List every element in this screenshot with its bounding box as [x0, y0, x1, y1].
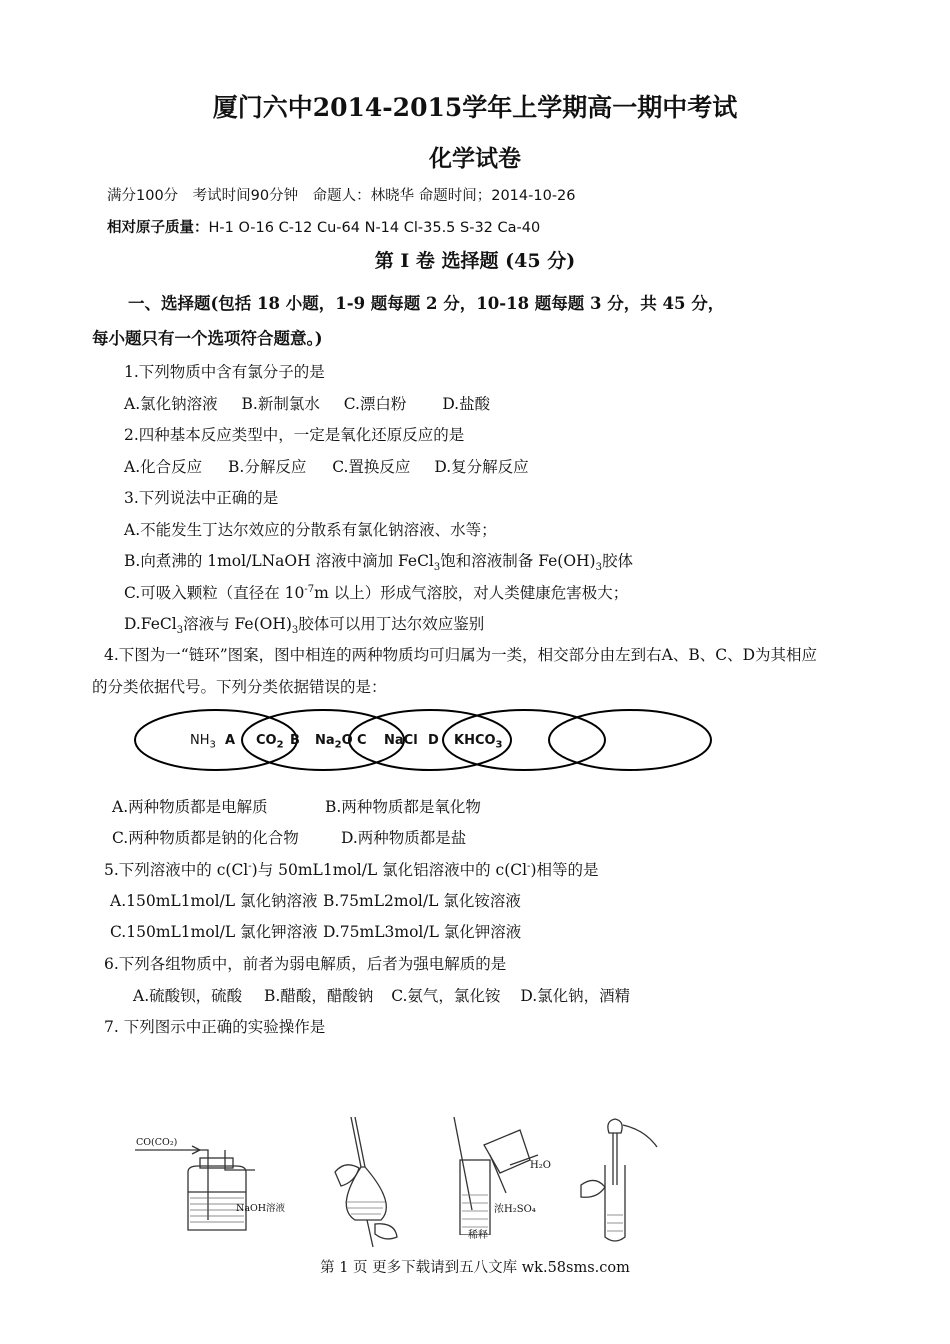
page-footer: 第 1 页 更多下载请到五八文库 wk.58sms.com: [320, 1260, 630, 1276]
q6-option-c: C.氨气，氯化铵: [391, 987, 501, 1005]
dropper-testtube-figure: [575, 1115, 670, 1245]
q2-option-b: B.分解反应: [228, 458, 307, 476]
q5-option-b: B.75mL2mol/L 氯化铵溶液: [323, 892, 521, 910]
ring-text: O: [341, 733, 353, 748]
separatory-funnel-figure: [325, 1112, 415, 1252]
q2-option-c: C.置换反应: [332, 458, 411, 476]
q2-option-a: A.化合反应: [124, 458, 203, 476]
question-1-stem: 1.下列物质中含有氯分子的是: [124, 363, 325, 381]
q1-option-d: D.盐酸: [442, 395, 491, 413]
q5-option-a: A.150mL1mol/L 氯化钠溶液: [110, 892, 318, 910]
q3-option-d-text2: 溶液与 Fe(OH): [183, 615, 292, 633]
section-instruction-1: 一、选择题(包括 18 小题，1-9 题每题 2 分，10-18 题每题 3 分，共 45 分，: [128, 294, 725, 313]
ring-sub: 3: [209, 739, 216, 751]
q6-option-a: A.硫酸钡，硫酸: [133, 987, 243, 1005]
q3-option-c: [124, 581, 628, 603]
question-6-stem: 6.下列各组物质中，前者为弱电解质，后者为强电解质的是: [104, 955, 507, 973]
q4-option-d: D.两种物质都是盐: [341, 829, 467, 847]
q5-option-d: D.75mL3mol/L 氯化钾溶液: [323, 923, 522, 941]
q3-option-c-text1: C.可吸入颗粒（直径在 10: [124, 584, 305, 602]
q4-option-c: C.两种物质都是钠的化合物: [112, 829, 299, 847]
q3-option-d: [124, 612, 484, 636]
ring-label-b: B: [290, 733, 300, 748]
q1-option-c: C.漂白粉: [343, 395, 407, 413]
ring-label-d: D: [428, 733, 439, 748]
fig3-acid-label: 浓H₂SO₄: [494, 1204, 536, 1215]
ring-5: [549, 710, 711, 770]
exam-subtitle: 化学试卷: [429, 145, 521, 172]
q3-option-d-text3: 胶体可以用丁达尔效应鉴别: [298, 615, 485, 633]
q3-option-b-text1: B.向煮沸的 1mol/LNaOH 溶液中滴加 FeCl: [124, 552, 434, 570]
atomic-mass-line: [107, 216, 540, 237]
ring-label-khco3: [454, 733, 503, 751]
question-2-options: [124, 455, 529, 477]
question-6-options: [133, 984, 630, 1006]
ring-sub: 3: [495, 739, 503, 751]
fig1-solution-label: NaOH溶液: [236, 1203, 286, 1214]
section-instruction-2: 每小题只有一个选项符合题意。): [92, 329, 323, 348]
atomic-mass-label: 相对原子质量：: [107, 220, 209, 236]
q4-option-b: B.两种物质都是氧化物: [325, 798, 481, 816]
ring-text: NH: [190, 733, 210, 748]
question-4-stem-1: 4.下图为一“链环”图案，图中相连的两种物质均可归属为一类，相交部分由左到右A、B、C、D为其相应: [104, 646, 818, 664]
q3-sub: 3: [595, 562, 602, 574]
q5-option-c: C.150mL1mol/L 氯化钾溶液: [110, 923, 318, 941]
exam-title: 厦门六中2014-2015学年上学期高一期中考试: [212, 93, 738, 122]
q3-option-c-text2: m 以上）形成气溶胶，对人类健康危害极大；: [314, 584, 629, 602]
ring-label-nh3: [190, 733, 216, 751]
q5-stem-text1: 5.下列溶液中的 c(Cl: [104, 861, 249, 879]
exam-meta: 满分100分 考试时间90分钟 命题人：林晓华 命题时间；2014-10-26: [107, 188, 576, 204]
fig3-caption: 稀释: [468, 1230, 488, 1241]
q3-sub: 3: [176, 625, 184, 637]
ring-text: CO: [256, 733, 277, 748]
ring-label-co2: [256, 733, 284, 751]
q3-sub: 3: [433, 562, 441, 574]
q3-exponent: -7: [304, 583, 315, 595]
q3-option-a: A.不能发生丁达尔效应的分散系有氯化钠溶液、水等；: [124, 521, 497, 539]
question-2-stem: 2.四种基本反应类型中，一定是氧化还原反应的是: [124, 426, 465, 444]
ring-text: Na: [315, 733, 335, 748]
q4-option-a: A.两种物质都是电解质: [112, 798, 268, 816]
q3-option-d-text1: D.FeCl: [124, 615, 177, 633]
q5-superscript: -: [248, 860, 252, 872]
q5-superscript: -: [527, 860, 531, 872]
question-5-stem: [104, 858, 599, 880]
fig3-water-label: H₂O: [530, 1160, 551, 1171]
ring-label-a: A: [225, 733, 236, 748]
q5-stem-text3: )相等的是: [530, 861, 599, 879]
question-3-stem: 3.下列说法中正确的是: [124, 489, 279, 507]
q6-option-d: D.氯化钠，酒精: [520, 987, 631, 1005]
q2-option-d: D.复分解反应: [434, 458, 529, 476]
ring-sub: 2: [276, 739, 284, 751]
q3-option-b-text2: 饱和溶液制备 Fe(OH): [440, 552, 596, 570]
question-1-options: [124, 392, 490, 414]
ring-text: KHCO: [454, 733, 496, 748]
section-title: 第 I 卷 选择题 (45 分): [374, 250, 576, 272]
question-7-stem: 7. 下列图示中正确的实验操作是: [104, 1018, 326, 1036]
dilution-figure: [450, 1115, 560, 1235]
q1-option-a: A.氯化钠溶液: [124, 395, 218, 413]
fig1-gas-label: CO(CO₂): [136, 1137, 178, 1148]
q3-option-b-text3: 胶体: [601, 552, 633, 570]
q5-stem-text2: )与 50mL1mol/L 氯化铝溶液中的 c(Cl: [251, 861, 528, 879]
q3-sub: 3: [291, 625, 299, 637]
ring-label-nacl: NaCl: [384, 733, 418, 748]
q6-option-b: B.醋酸，醋酸钠: [264, 987, 374, 1005]
ring-label-c: C: [357, 733, 367, 748]
question-4-stem-2: 的分类依据代号。下列分类依据错误的是：: [92, 678, 387, 696]
ring-sub: 2: [334, 739, 342, 751]
atomic-mass-values: H-1 O-16 C-12 Cu-64 N-14 Cl-35.5 S-32 Ca-40: [208, 220, 541, 236]
ring-label-na2o: [315, 733, 353, 751]
q1-option-b: B.新制氯水: [241, 395, 320, 413]
q3-option-b: [124, 549, 633, 573]
